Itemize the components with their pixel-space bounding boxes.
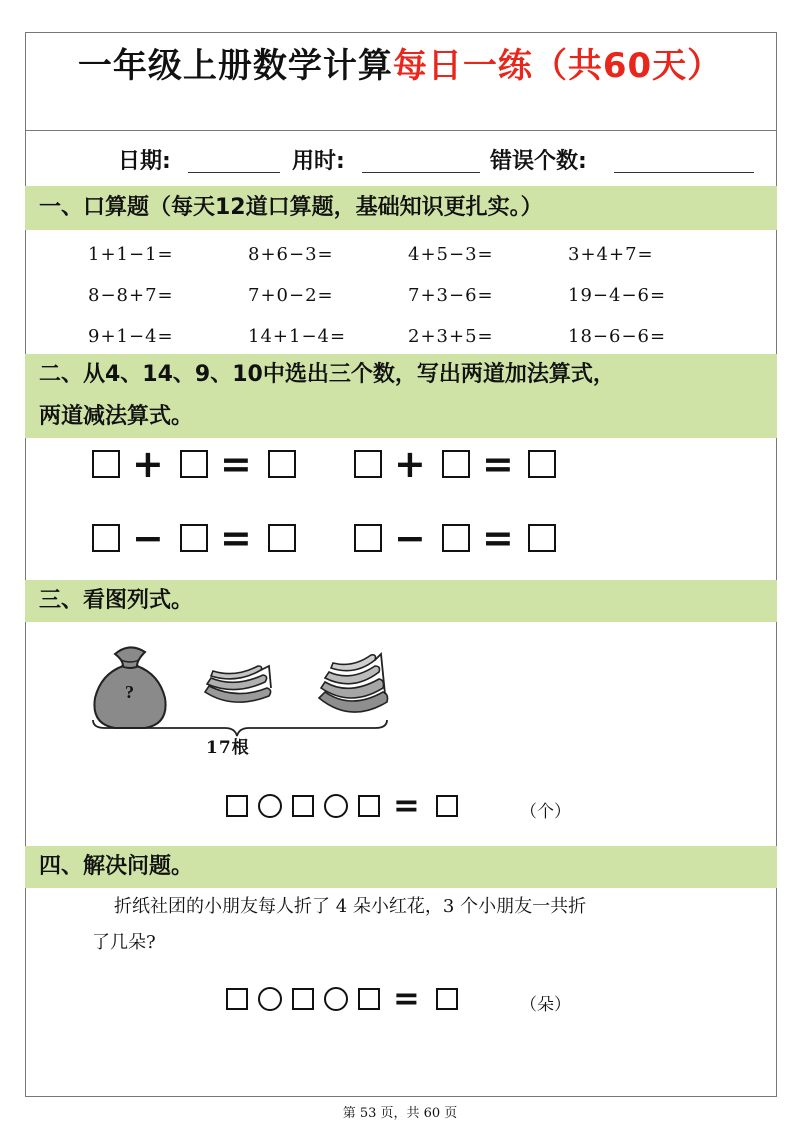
operator-circle[interactable] xyxy=(324,794,348,818)
equation-item: 14+1−4= xyxy=(248,326,347,347)
equation-item: 8+6−3= xyxy=(248,244,334,265)
operator-circle[interactable] xyxy=(324,987,348,1011)
answer-box[interactable] xyxy=(292,795,314,817)
equation-item: 8−8+7= xyxy=(88,285,174,306)
plus-sign: + xyxy=(394,442,426,486)
minus-sign: − xyxy=(132,516,164,560)
brace-label: 17根 xyxy=(206,738,250,758)
section4-heading: 四、解决问题。 xyxy=(25,846,777,888)
bag-icon xyxy=(94,647,165,728)
answer-box[interactable] xyxy=(226,795,248,817)
equals-sign: = xyxy=(482,442,514,486)
plus-sign: + xyxy=(132,442,164,486)
meta-row xyxy=(0,140,800,176)
title-red: 每日一练（共60天） xyxy=(392,46,723,86)
section3-heading: 三、看图列式。 xyxy=(25,580,777,622)
equation-item: 19−4−6= xyxy=(568,285,667,306)
answer-box[interactable] xyxy=(268,450,296,478)
page-title xyxy=(0,38,800,87)
answer-box[interactable] xyxy=(92,524,120,552)
equals-sign: = xyxy=(220,442,252,486)
operator-circle[interactable] xyxy=(258,794,282,818)
equals-sign: = xyxy=(393,979,420,1017)
unit-label: （朵） xyxy=(520,995,571,1015)
time-label: 用时: xyxy=(292,149,345,174)
equation-item: 2+3+5= xyxy=(408,326,494,347)
answer-box[interactable] xyxy=(268,524,296,552)
answer-box[interactable] xyxy=(92,450,120,478)
equals-sign: = xyxy=(220,516,252,560)
operator-circle[interactable] xyxy=(258,987,282,1011)
answer-box[interactable] xyxy=(436,795,458,817)
answer-box[interactable] xyxy=(442,524,470,552)
answer-box[interactable] xyxy=(354,524,382,552)
problem-line-1: 折纸社团的小朋友每人折了 4 朵小红花，3 个小朋友一共折 xyxy=(114,896,587,917)
minus-sign: − xyxy=(394,516,426,560)
equals-sign: = xyxy=(482,516,514,560)
section2-heading xyxy=(25,354,777,438)
answer-box[interactable] xyxy=(358,988,380,1010)
divider xyxy=(25,130,777,131)
equation-item: 4+5−3= xyxy=(408,244,494,265)
banana-bunch-small-icon xyxy=(205,666,271,702)
errors-blank[interactable] xyxy=(614,172,754,173)
date-label: 日期: xyxy=(118,149,171,174)
bag-question-mark: ? xyxy=(125,682,134,702)
answer-box[interactable] xyxy=(354,450,382,478)
section2-heading-line1: 二、从4、14、9、10中选出三个数，写出两道加法算式， xyxy=(39,362,615,387)
answer-box[interactable] xyxy=(292,988,314,1010)
answer-box[interactable] xyxy=(528,450,556,478)
equation-item: 7+0−2= xyxy=(248,285,334,306)
answer-box[interactable] xyxy=(528,524,556,552)
equation-item: 18−6−6= xyxy=(568,326,667,347)
section2-heading-line2: 两道减法算式。 xyxy=(39,404,194,429)
problem-line-2: 了几朵? xyxy=(92,932,156,953)
errors-label: 错误个数: xyxy=(490,149,587,174)
section1-heading: 一、口算题（每天12道口算题，基础知识更扎实。） xyxy=(25,186,777,230)
date-blank[interactable] xyxy=(188,172,280,173)
answer-box[interactable] xyxy=(436,988,458,1010)
answer-box[interactable] xyxy=(226,988,248,1010)
equation-item: 7+3−6= xyxy=(408,285,494,306)
title-black: 一年级上册数学计算 xyxy=(77,46,393,86)
banana-bunch-large-icon xyxy=(319,654,388,712)
answer-box[interactable] xyxy=(180,524,208,552)
answer-box[interactable] xyxy=(442,450,470,478)
answer-box[interactable] xyxy=(180,450,208,478)
equation-item: 1+1−1= xyxy=(88,244,174,265)
page-number: 第 53 页，共 60 页 xyxy=(342,1106,458,1121)
equation-item: 3+4+7= xyxy=(568,244,654,265)
answer-box[interactable] xyxy=(358,795,380,817)
unit-label: （个） xyxy=(520,802,571,822)
equation-item: 9+1−4= xyxy=(88,326,174,347)
equals-sign: = xyxy=(393,786,420,824)
time-blank[interactable] xyxy=(362,172,480,173)
